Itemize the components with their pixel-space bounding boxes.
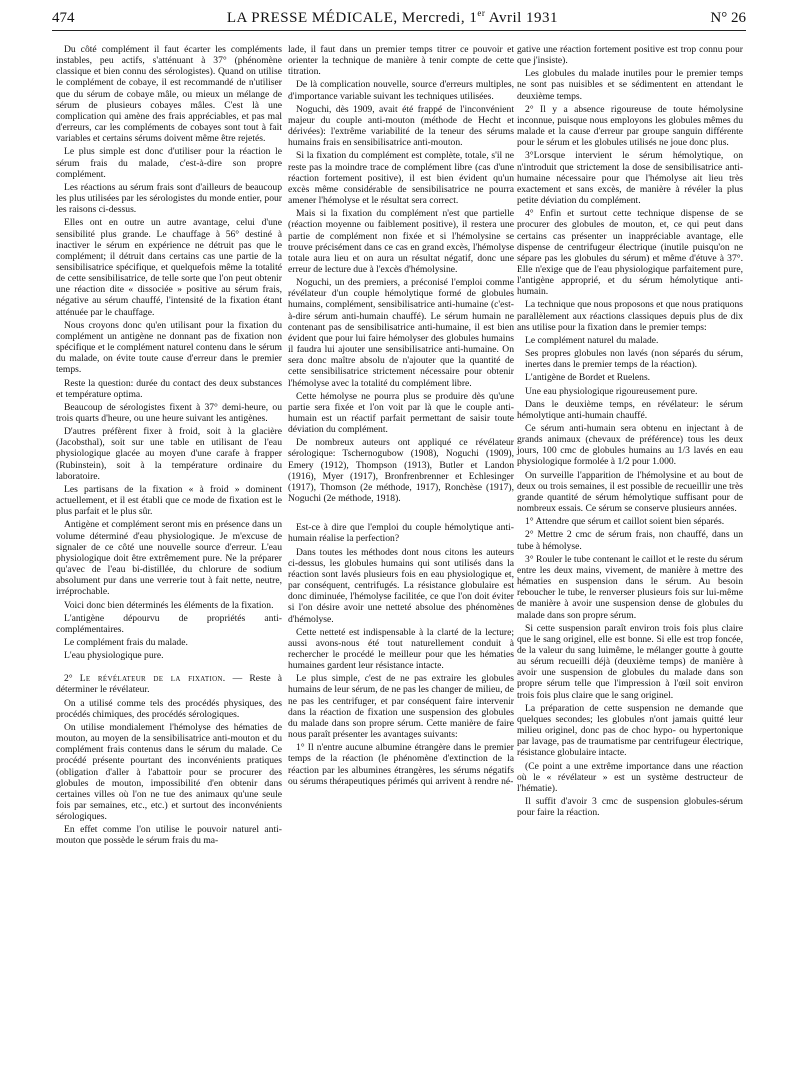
paragraph: Beaucoup de sérologistes fixent à 37° demi-heure, ou trois quarts d'heure, ou une heure suivant les antigènes. (56, 401, 282, 424)
list-item: L'antigène de Bordet et Ruelens. (525, 372, 651, 384)
paragraph: En effet comme l'on utilise le pouvoir naturel anti-mouton que possède le sérum frais du ma- (56, 824, 282, 847)
page-number: 474 (52, 10, 75, 26)
paragraph: Noguchi, un des premiers, a préconisé l'emploi comme révélateur d'un couple hémolytique formé de globules humains, complément, sensibilisatrice anti-humaine (c'est-à-dire sérum anti-humain chauffé). Le sérum humain ne contenant pas de sensibilisatrice anti-humaine, il est bien évident que pour lui faire hémolyser des globules humains il faudra lui ajouter une sensibilisatrice anti-humaine. On sera donc maître absolu de n'ajouter que la quantité de cette sensibilisatrice strictement nécessaire pour obtenir l'hémolyse avec la totalité du complément libre. (288, 277, 514, 389)
paragraph: 4° Enfin et surtout cette technique dispense de se procurer des globules de mouton, et, ce qui peut dans certains cas présenter un inappréciable avantage, elle dispense de centrifugeur électrique (inutile puisqu'on ne sépare pas les globules du sérum) et même d'étuve à 37°. Elle n'exige que de l'eau physiologique parfaitement pure, l'antigène approprié, et du sérum hémolytique anti-humain. (517, 208, 743, 298)
list-item: Une eau physiologique rigoureusement pure. (525, 385, 698, 397)
paragraph: 2° Mettre 2 cmc de sérum frais, non chauffé, dans un tube à hémolyse. (517, 529, 743, 552)
issue-number: N° 26 (710, 10, 746, 26)
paragraph: Les globules du malade inutiles pour le premier temps ne sont pas nuisibles et se sédimentent en attendant le deuxième temps. (517, 68, 743, 102)
paragraph: Du côté complément il faut écarter les compléments instables, peu actifs, s'atténuant à 37° (phénomène classique et bien connu des sérologistes). Quand on utilise le complément de cobaye, il est recommandé de n'utiliser que du sérum de cobaye mâle, ou mieux un mélange de sérum de plusieurs cobayes mâles. C'est là une complication qui amène des frais appréciables, et pas mal d'erreurs, car les compléments de cobayes sont tout à fait variables et certains sérums doivent même être rejetés. (56, 44, 282, 145)
paragraph: 1° Il n'entre aucune albumine étrangère dans le premier temps de la réaction (le phénomène d'extinction de la réaction par les albumines étrangères, les sérums négatifs ou sérums thérapeutiques périmés qui arrivent à rendre né- (288, 742, 514, 787)
paragraph: Le plus simple, c'est de ne pas extraire les globules humains de leur sérum, de ne pas les changer de milieu, de ne pas les centrifuger, et par conséquent faire intervenir dans la réaction de fixation une suspension des globules du malade dans son propre sérum. Cette manière de faire nous paraît présenter les avantages suivants: (288, 673, 514, 741)
paragraph: lade, il faut dans un premier temps titrer ce pouvoir et orienter la technique de manière à tenir compte de cette titration. (288, 44, 514, 78)
paragraph: De là complication nouvelle, source d'erreurs multiples, d'importance variable suivant les techniques utilisées. (288, 79, 514, 102)
paragraph: Mais si la fixation du complément n'est que partielle (réaction moyenne ou faiblement positive), il restera une partie de complément non fixée et si l'hémolysine se trouve précisément dans ce cas en grand excès, l'hémolyse totale aura lieu et on aura un résultat négatif, donc une erreur de lecture due à l'excès d'hémolysine. (288, 208, 514, 275)
paragraph: Si la fixation du complément est complète, totale, s'il ne reste pas la moindre trace de complément libre (cas d'une réaction fortement positive), il est bien évident qu'un excès même considérable de sensibilisatrice ne pourra amener l'hémolyse et le résultat sera correct. (288, 150, 514, 207)
column-3 (517, 44, 743, 820)
column-1 (56, 44, 282, 849)
paragraph: Les réactions au sérum frais sont d'ailleurs de beaucoup les plus utilisées par les sérologistes du monde entier, pour les raisons ci-dessus. (56, 181, 282, 216)
paragraph: Elles ont en outre un autre avantage, celui d'une sensibilité plus grande. Le chauffage à 56° destiné à inactiver le sérum en expérience ne détruit pas que le complément; il détruit dans certains cas une partie de la sensibilisatrice spécifique, et quelquefois même la totalité de cette sensibilisatrice, de telle sorte que l'on peut obtenir une réaction dite « dissociée » positive au sérum frais, négative au sérum chauffé, l'intensité de la fixation étant atténuée par le chauffage. (56, 217, 282, 318)
section-title: Le révélateur de la fixation. (79, 673, 226, 685)
section-heading: 2° Le révélateur de la fixation. — Reste à déterminer le révélateur. (56, 673, 283, 696)
list-item: L'eau physiologique pure. (64, 650, 164, 662)
issue-date: Mercredi, 1er Avril 1931 (401, 8, 559, 26)
running-header (52, 8, 746, 31)
paragraph: On utilise mondialement l'hémolyse des hématies de mouton, au moyen de la sensibilisatrice anti-mouton et du complément frais contenus dans le sérum du malade. Ce procédé présente pourtant des inconvénients pratiques (obligation d'aller à l'abattoir pour se procurer des globules de mouton, impossibilité d'en obtenir dans certaines villes où l'on ne tue des animaux qu'une seule fois par semaines, etc., etc.) et surtout des inconvénients sérologiques. (56, 721, 282, 823)
paragraph: Les partisans de la fixation « à froid » dominent actuellement, et il est établi que ce mode de fixation est le plus parfait et le plus sûr. (56, 483, 282, 518)
paragraph: Reste la question: durée du contact des deux substances et température optima. (56, 377, 282, 400)
list-item: L'antigène dépourvu de propriétés anti-complémentaires. (56, 612, 282, 635)
paragraph: Dans le deuxième temps, en révélateur: le sérum hémolytique anti-humain chauffé. (517, 398, 743, 421)
paragraph: Noguchi, dès 1909, avait été frappé de l'inconvénient majeur du couple anti-mouton (méthode de Hecht et dérivées): l'extrême variabilité de la teneur des sérums humains frais en sensibilisatrice anti-mouton. (288, 103, 514, 149)
paragraph: Cette hémolyse ne pourra plus se produire dès qu'une partie sera fixée et l'on voit par là que le couple anti-humain est un réactif parfait permettant de saisir toute déviation du complément. (288, 390, 514, 436)
paragraph: La préparation de cette suspension ne demande que quelques secondes; les globules n'ont jamais quitté leur milieu originel, donc pas de choc hypo- ou hypertonique par lavage, pas de traumatisme par centrifugeur électrique, résistance globulaire intacte. (517, 702, 743, 759)
paragraph: Si cette suspension paraît environ trois fois plus claire que le sang originel, elle est bonne. Si elle est trop foncée, de la valeur du sang luimême, le mélanger goutte à goutte au sérum recueilli déjà (deuxième temps) de manière à avoir une suspension de globules du malade dans son propre sérum telle que l'impression à l'œil soit environ trois fois plus claire que le sang originel. (517, 622, 743, 701)
paragraph: La technique que nous proposons et que nous pratiquons parallèlement aux réactions classiques depuis plus de dix ans utilise pour la fixation dans le premier temps: (517, 299, 743, 333)
paragraph: Cette netteté est indispensable à la clarté de la lecture; aussi avons-nous été tout naturellement conduit à rechercher le procédé le meilleur pour que les hématies humaines gardent leur résistance intacte. (288, 626, 514, 672)
list-item: Ses propres globules non lavés (non séparés du sérum, inertes dans le premier temps de la réaction). (525, 348, 743, 371)
paragraph: gative une réaction fortement positive est trop connu pour que j'insiste). (517, 44, 743, 67)
journal-name: LA PRESSE MÉDICALE, (226, 10, 398, 26)
list-item: Le complément frais du malade. (64, 636, 188, 648)
paragraph: 3°Lorsque intervient le sérum hémolytique, on n'introduit que strictement la dose de sensibilisatrice anti-humaine nécessaire pour que l'hémolyse ait lieu très exactement et sans excès, de manière à révéler la plus petite déviation du complément. (517, 150, 743, 207)
list-item: Le complément naturel du malade. (525, 334, 659, 346)
spacer (288, 506, 514, 522)
paragraph: 1° Attendre que sérum et caillot soient bien séparés. (525, 516, 725, 528)
paragraph: (Ce point a une extrême importance dans une réaction où le « révélateur » est un système destructeur de l'hématie). (517, 760, 743, 794)
paragraph: 2° Il y a absence rigoureuse de toute hémolysine inconnue, puisque nous employons les globules mêmes du malade et la cause d'erreur par groupe sanguin différente pour le sérum et les globules utilisés ne joue donc plus. (517, 103, 743, 149)
paragraph: D'autres préfèrent fixer à froid, soit à la glacière (Jacobsthal), soit sur une table en utilisant de l'eau physiologique glacée au moyen d'une carafe à frapper (Rubinstein), soit à la température ordinaire du laboratoire. (56, 426, 282, 482)
paragraph: De nombreux auteurs ont appliqué ce révélateur sérologique: Tschernogubow (1908), Noguchi (1909), Emery (1912), Thompson (1913), Butler et Landon (1916), Myer (1917), Bronfrenbrenner et Echlesinger (1917), Thomson (2e méthode, 1917), Ronchèse (1917), Noguchi (2e méthode, 1918). (288, 437, 514, 505)
journal-title-line (227, 8, 558, 27)
paragraph: Est-ce à dire que l'emploi du couple hémolytique anti-humain réalise la perfection? (288, 522, 514, 545)
paragraph: Nous croyons donc qu'en utilisant pour la fixation du complément un antigène ne donnant pas de fixation non spécifique et le complément naturel contenu dans le sérum du malade, on évite toute cause d'erreur dans le premier temps. (56, 319, 282, 376)
paragraph: Dans toutes les méthodes dont nous citons les auteurs ci-dessus, les globules humains qui sont utilisés dans la réaction sont lavés plusieurs fois en eau physiologique et, par conséquent, centrifugés. La résistance globulaire est donc diminuée, l'hémolyse facilitée, ce que l'on doit éviter si l'on désire avoir une netteté absolue des phénomènes d'hémolyse. (288, 546, 514, 625)
spacer (56, 663, 282, 673)
paragraph: 3° Rouler le tube contenant le caillot et le reste du sérum entre les deux mains, vivement, de manière à mettre des hématies en suspension dans le sérum. Au besoin reboucher le tube, le renverser plusieurs fois sur lui-même de manière à avoir une suspension dense de globules du malade dans son propre sérum. (517, 553, 743, 621)
paragraph: Voici donc bien déterminés les éléments de la fixation. (64, 599, 274, 611)
paragraph: Le plus simple est donc d'utiliser pour la réaction le sérum frais du malade, c'est-à-dire son propre complément. (56, 146, 282, 180)
paragraph: On a utilisé comme tels des procédés physiques, des procédés chimiques, des procédés sérologiques. (56, 697, 282, 720)
paragraph: Antigène et complément seront mis en présence dans un volume déterminé d'eau physiologique. Je m'excuse de signaler de ce côté une nouvelle source d'erreur. L'eau physiologique doit être extrêmement pure. Ne la préparer qu'avec de l'eau bi-distillée, du chlorure de sodium absolument pur dans une verrerie tout à fait nette, neutre, irréprochable. (56, 519, 282, 598)
technique-list (517, 335, 743, 397)
column-2 (288, 44, 514, 789)
paragraph: Il suffit d'avoir 3 cmc de suspension globules-sérum pour faire la réaction. (517, 796, 743, 819)
paragraph: On surveille l'apparition de l'hémolysine et au bout de deux ou trois semaines, il est possible de recueillir une très grande quantité de sérum hémolytique suffisant pour de nombreux essais. Ce sérum se conserve plusieurs années. (517, 469, 743, 515)
paragraph: Ce sérum anti-humain sera obtenu en injectant à de grands animaux (chevaux de préférence) tous les deux jours, 100 cmc de globules humains au 1/3 lavés en eau physiologique formolée à 1/2 pour 1.000. (517, 423, 743, 468)
